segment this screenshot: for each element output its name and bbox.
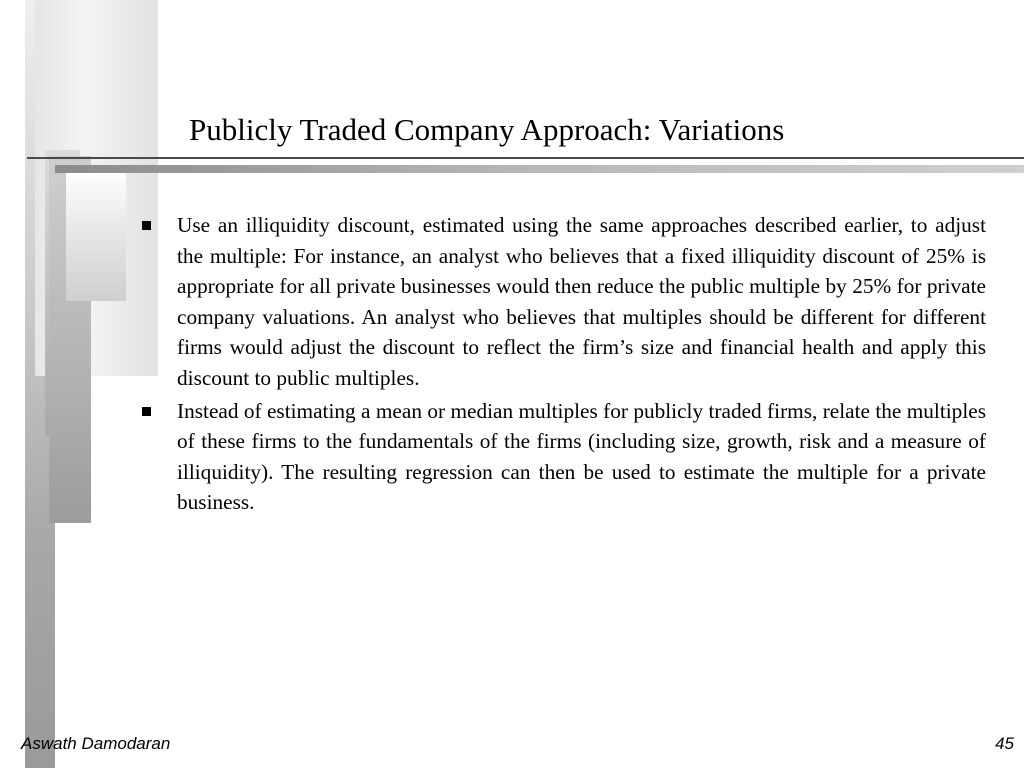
bullet-item xyxy=(142,210,986,394)
bullet-item xyxy=(142,396,986,518)
slide-title: Publicly Traded Company Approach: Variations xyxy=(189,112,785,147)
square-bullet-icon xyxy=(142,221,151,230)
decorative-bar xyxy=(66,170,126,301)
bullet-text: Instead of estimating a mean or median multiples for publicly traded firms, relate the multiples of these firms to the fundamentals of the firms (including size, growth, risk and a measure of illiquidity). The resulting regression can then be used to estimate the multiple for a private business. xyxy=(177,398,986,515)
footer-author: Aswath Damodaran xyxy=(21,734,171,753)
bullet-text: Use an illiquidity discount, estimated using the same approaches described earlier, to adjust the multiple: For instance, an analyst who believes that a fixed illiquidity discount of 25% is appropriate for all private businesses would then reduce the public multiple by 25% for private company valuations. An analyst who believes that multiples should be different for different firms would adjust the discount to reflect the firm’s size and financial health and apply this discount to public multiples. xyxy=(177,213,986,390)
title-divider xyxy=(27,157,1024,159)
title-divider-shadow xyxy=(55,165,1024,173)
square-bullet-icon xyxy=(142,407,151,416)
bullet-list xyxy=(142,210,986,520)
page-number: 45 xyxy=(995,734,1014,753)
